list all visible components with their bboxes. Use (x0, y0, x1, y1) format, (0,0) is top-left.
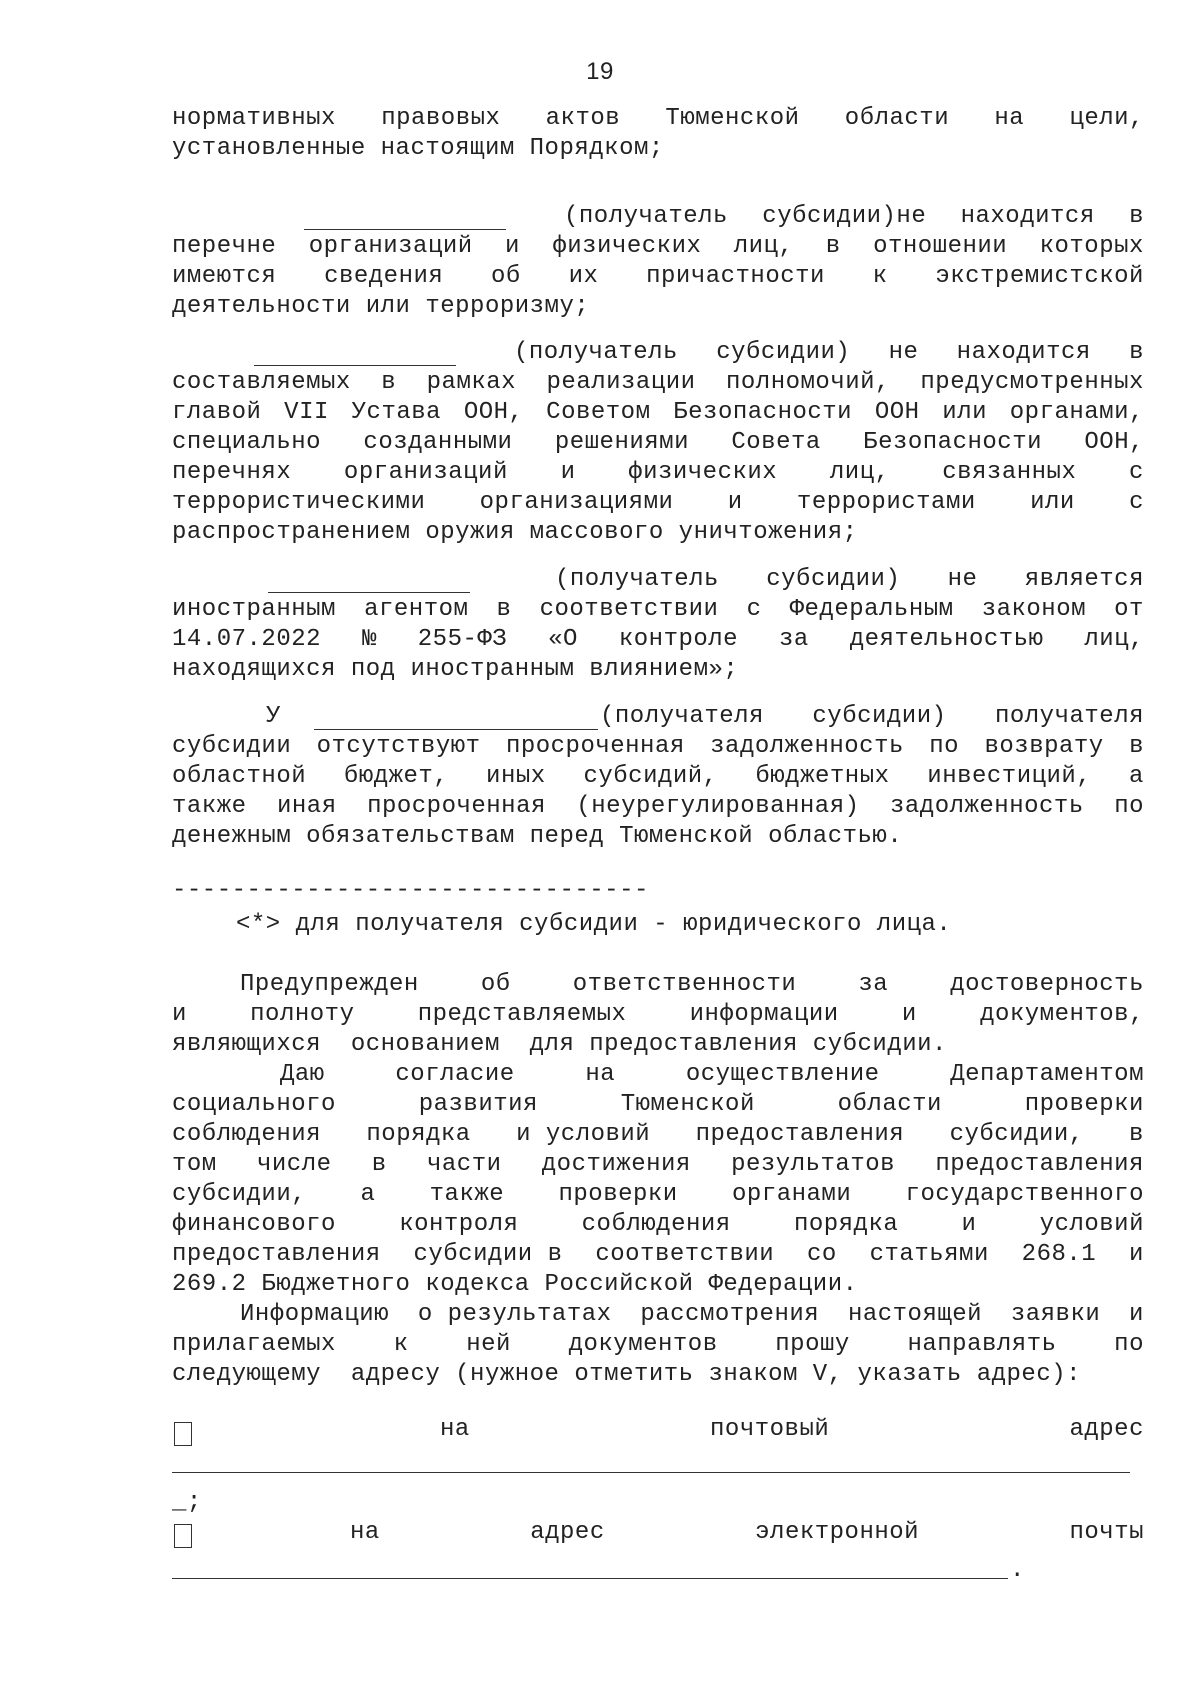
word: или (1030, 489, 1075, 516)
word: и (727, 489, 743, 516)
text-line (240, 970, 1144, 1000)
word: предоставления (172, 1241, 381, 1268)
word: порядка (793, 1211, 899, 1238)
word: возврату (984, 733, 1104, 760)
word: их (568, 263, 599, 290)
postal-address-checkbox[interactable] (174, 1422, 192, 1446)
text-line: распространением оружия массового уничтожения; (172, 519, 858, 546)
word: прошу (775, 1331, 850, 1358)
word: части (426, 1151, 502, 1178)
word: и условий (516, 1121, 651, 1148)
word: осуществление (685, 1061, 880, 1088)
text-line (172, 1180, 1144, 1210)
word: согласие (395, 1061, 515, 1088)
word: (неурегулированная) (576, 793, 860, 820)
word: финансового (172, 1211, 336, 1238)
word: электронной (755, 1519, 920, 1546)
word: заявки (1010, 1301, 1101, 1328)
text-line: являющихся основанием для предоставления субсидии. (172, 1031, 947, 1058)
word: рамках (426, 369, 517, 396)
word: является (1024, 566, 1144, 593)
word: законом (981, 596, 1087, 623)
word: субсидии)не (762, 203, 927, 230)
word: Безопасности (863, 429, 1042, 456)
text-line: 269.2 Бюджетного кодекса Российской Федерации. (172, 1271, 858, 1298)
word: и (560, 459, 576, 486)
word: на (585, 1061, 616, 1088)
word: созданными (363, 429, 513, 456)
word: субсидии, (172, 1181, 307, 1208)
word: на (440, 1416, 470, 1443)
text-line (440, 1415, 1144, 1445)
word: организаций (343, 459, 508, 486)
word: органами (732, 1181, 852, 1208)
word: а (360, 1181, 376, 1208)
text-line (172, 762, 1144, 792)
text-line (172, 732, 1144, 762)
word: правовых (381, 105, 501, 132)
postal-address-tail: _; (172, 1489, 202, 1516)
word: ней (466, 1331, 511, 1358)
word: инвестиций, (927, 763, 1092, 790)
word: к (393, 1331, 409, 1358)
word: и (901, 1001, 917, 1028)
word: проверки (1024, 1091, 1144, 1118)
recipient-name-blank (314, 729, 598, 730)
word: сведения (324, 263, 444, 290)
word: порядка (366, 1121, 471, 1148)
text-line (555, 565, 1144, 595)
word: актов (545, 105, 621, 132)
word: информации (689, 1001, 839, 1028)
word: о результатах (417, 1301, 612, 1328)
text-line (600, 702, 1144, 732)
word: лиц, (1084, 626, 1144, 653)
word: имеются (172, 263, 277, 290)
word: физических (552, 233, 702, 260)
word: Тюменской (620, 1091, 755, 1118)
word: и (1129, 1301, 1144, 1328)
word: отношении (873, 233, 1008, 260)
text-line: находящихся под иностранным влиянием»; (172, 656, 739, 683)
text-line (172, 232, 1144, 262)
word: специально (172, 429, 322, 456)
text-line (172, 1210, 1144, 1240)
word: просроченная (505, 733, 685, 760)
word: ООН, (463, 399, 524, 426)
word: в (1129, 1121, 1144, 1148)
word: VII (284, 399, 329, 426)
word: почтовый (710, 1416, 830, 1443)
word: об (480, 971, 511, 998)
word: не (947, 566, 978, 593)
word: соответствии (595, 1241, 775, 1268)
text-line (172, 1090, 1144, 1120)
word: соблюдения (172, 1121, 322, 1148)
word: (получатель (555, 566, 719, 593)
word: органами, (1009, 399, 1144, 426)
word: полномочий, (726, 369, 890, 396)
word: области (837, 1091, 942, 1118)
word: находится (960, 203, 1095, 230)
word: и (505, 233, 520, 260)
word: субсидии) (766, 566, 901, 593)
word: субсидии, (949, 1121, 1084, 1148)
word: Безопасности (673, 399, 853, 426)
word: Совета (731, 429, 821, 456)
word: Советом (546, 399, 651, 426)
text-line (172, 458, 1144, 488)
word: субсидии) (716, 339, 851, 366)
text-line (172, 595, 1144, 625)
word: также (172, 793, 247, 820)
email-checkbox[interactable] (174, 1524, 192, 1548)
word: лиц, (733, 233, 794, 260)
word: организаций (308, 233, 473, 260)
word: реализации (546, 369, 696, 396)
word: бюджетных (755, 763, 890, 790)
word: перечне (172, 233, 277, 260)
text-line (172, 792, 1144, 822)
word: задолженность (889, 793, 1084, 820)
word: почты (1069, 1519, 1144, 1546)
text-line (350, 1518, 1144, 1548)
word: ООН (874, 399, 920, 426)
word: контроля (399, 1211, 519, 1238)
word: контроле (618, 626, 739, 653)
text-line (172, 1000, 1144, 1030)
word: бюджет, (343, 763, 449, 790)
word: 14.07.2022 (172, 626, 322, 653)
word: «О (548, 626, 578, 653)
word: Тюменской (665, 105, 800, 132)
word: которых (1039, 233, 1144, 260)
word: цели, (1069, 105, 1144, 132)
word: 255-ФЗ (417, 626, 508, 653)
word: Департаментом (950, 1061, 1144, 1088)
word: связанных (942, 459, 1077, 486)
text-line: установленные настоящим Порядком; (172, 135, 664, 162)
footnote: <*> для получателя субсидии - юридического лица. (236, 911, 952, 938)
word: документов, (980, 1001, 1144, 1028)
word: статьями (869, 1241, 989, 1268)
word: предоставления (935, 1151, 1144, 1178)
word: за (779, 626, 809, 653)
word: и (961, 1211, 977, 1238)
word: от (1114, 596, 1144, 623)
word: (получатель (564, 203, 728, 230)
word: № (361, 626, 377, 653)
recipient-name-blank (304, 229, 506, 230)
word: условий (1039, 1211, 1144, 1238)
word: решениями (554, 429, 689, 456)
text-line: следующему адресу (нужное отметить знаком V, указать адрес): (172, 1361, 1082, 1388)
word: иных (486, 763, 546, 790)
word: нормативных (172, 105, 336, 132)
email-address-field[interactable] (172, 1578, 1008, 1579)
word: прилагаемых (172, 1331, 336, 1358)
text-line: деятельности или терроризму; (172, 293, 590, 320)
word: причастности (646, 263, 825, 290)
text-line (172, 104, 1144, 134)
word: отсутствуют (316, 733, 481, 760)
text-line: У (266, 703, 281, 730)
word: достоверность (950, 971, 1144, 998)
text-line (172, 1150, 1144, 1180)
text-line (240, 1300, 1144, 1330)
word: также (429, 1181, 505, 1208)
word: получателя (994, 703, 1144, 730)
word: иностранным (172, 596, 336, 623)
text-line (564, 202, 1144, 232)
word: находится (956, 339, 1091, 366)
email-address-tail: . (1010, 1557, 1025, 1584)
word: результатов (731, 1151, 896, 1178)
text-line (172, 262, 1144, 292)
word: а (1129, 763, 1144, 790)
word: в (1129, 339, 1144, 366)
word: (получатель (514, 339, 678, 366)
word: предусмотренных (920, 369, 1144, 396)
recipient-name-blank (268, 592, 470, 593)
word: с (1129, 459, 1144, 486)
word: экстремистской (935, 263, 1144, 290)
word: с (746, 596, 762, 623)
word: физических (628, 459, 778, 486)
word: не (888, 339, 919, 366)
word: деятельностью (849, 626, 1044, 653)
word: террористами (796, 489, 976, 516)
word: с (1129, 489, 1144, 516)
word: 268.1 (1021, 1241, 1097, 1268)
word: задолженность (710, 733, 904, 760)
word: государственного (905, 1181, 1144, 1208)
text-line (514, 338, 1144, 368)
text-line (172, 625, 1144, 655)
word: настоящей (847, 1301, 983, 1328)
word: составляемых (172, 369, 351, 396)
text-line: денежным обязательствам перед Тюменской областью. (172, 823, 903, 850)
word: лиц, (829, 459, 890, 486)
word: (получателя (600, 703, 764, 730)
word: иная (276, 793, 337, 820)
word: ответственности (572, 971, 797, 998)
postal-address-field[interactable] (172, 1472, 1130, 1473)
word: Предупрежден (240, 971, 419, 998)
word: соблюдения (581, 1211, 731, 1238)
text-line (172, 1330, 1144, 1360)
page-number: 19 (586, 58, 614, 85)
word: адрес (530, 1519, 605, 1546)
word: в (1129, 733, 1144, 760)
word: по (1114, 1331, 1144, 1358)
word: субсидий, (583, 763, 718, 790)
word: за (858, 971, 889, 998)
text-line (280, 1060, 1144, 1090)
word: социального (172, 1091, 336, 1118)
word: предоставления (695, 1121, 905, 1148)
word: Федеральным (789, 596, 954, 623)
recipient-name-blank (254, 365, 456, 366)
word: субсидии (172, 733, 292, 760)
text-line (172, 398, 1144, 428)
word: адрес (1069, 1416, 1144, 1443)
word: или (942, 399, 988, 426)
word: к (872, 263, 888, 290)
word: соответствии (539, 596, 719, 623)
word: области (844, 105, 950, 132)
text-line (172, 368, 1144, 398)
word: и (172, 1001, 187, 1028)
word: направлять (907, 1331, 1057, 1358)
word: организациями (479, 489, 674, 516)
word: и (1129, 1241, 1144, 1268)
word: в (496, 596, 512, 623)
word: со (806, 1241, 837, 1268)
word: документов (568, 1331, 718, 1358)
word: агентом (364, 596, 469, 623)
text-line (172, 428, 1144, 458)
word: числе (257, 1151, 332, 1178)
word: в (371, 1151, 387, 1178)
word: субсидии) (812, 703, 947, 730)
word: просроченная (367, 793, 546, 820)
word: террористическими (172, 489, 426, 516)
word: субсидии в (413, 1241, 563, 1268)
word: по (929, 733, 960, 760)
word: в (381, 369, 397, 396)
word: главой (172, 399, 262, 426)
word: развития (418, 1091, 538, 1118)
text-line (172, 488, 1144, 518)
word: об (491, 263, 521, 290)
word: достижения (541, 1151, 691, 1178)
word: представляемых (417, 1001, 627, 1028)
word: Устава (351, 399, 442, 426)
word: по (1114, 793, 1144, 820)
word: ООН, (1084, 429, 1144, 456)
word: полноту (250, 1001, 355, 1028)
word: проверки (558, 1181, 678, 1208)
word: областной (172, 763, 307, 790)
word: том (172, 1151, 217, 1178)
word: в (1129, 203, 1144, 230)
text-line (172, 1240, 1144, 1270)
word: на (994, 105, 1025, 132)
word: в (825, 233, 841, 260)
text-line (172, 1120, 1144, 1150)
footnote-separator: -------------------------------- (172, 877, 649, 904)
word: перечнях (172, 459, 292, 486)
word: Информацию (240, 1301, 390, 1328)
word: рассмотрения (640, 1301, 820, 1328)
word: на (350, 1519, 380, 1546)
word: Даю (280, 1061, 325, 1088)
